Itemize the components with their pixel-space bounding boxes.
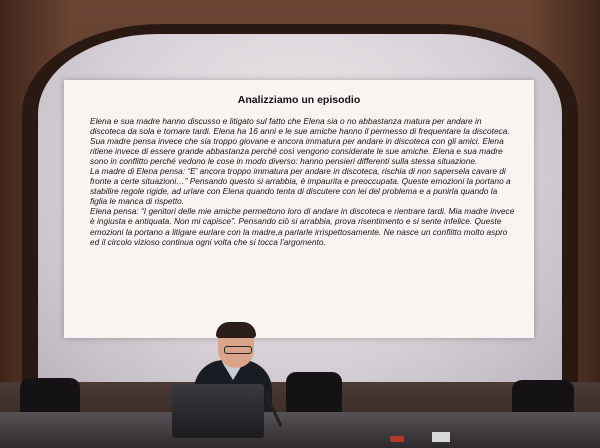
speaker-hair — [216, 322, 256, 338]
projected-slide — [64, 80, 534, 338]
indicator-light — [390, 436, 404, 442]
slide-paragraph: La madre di Elena pensa: “E' ancora troppo immatura per andare in discoteca, rischia di non sapersela cavare di fronte a certe situazioni…” Pensando questo si arrabbia, è impaurita e preoccupata. Queste emozioni la portano a stabilire regole rigide, ad urlare con Elena quando tenta di discutere con lei del problema e a punirla quando la figlia le manca di rispetto. — [90, 166, 511, 207]
slide-title: Analizziamo un episodio — [237, 94, 361, 106]
desk-sign — [432, 432, 450, 442]
slide-body — [90, 116, 516, 247]
glasses-icon — [224, 346, 252, 354]
desk — [0, 412, 600, 448]
laptop — [172, 384, 264, 438]
slide-paragraph: Elena e sua madre hanno discusso e litigato sul fatto che Elena sia o no abbastanza matura per andare in discoteca da sola e tornare tardi. Elena ha 16 anni e le sue amiche hanno il permesso di frequentare la discoteca. Sua madre pensa invece che sia troppo giovane e ancora immatura per andare in discoteca con gli amici. Elena ritiene invece di essere grande abbastanza perché così vengono considerate le sue amiche. Elena e sua madre sono in conflitto perché vedono le cose in modo diverso: hanno pensieri differenti sulla stessa situazione. — [90, 116, 510, 167]
slide-paragraph: Elena pensa: “I genitori delle mie amiche permettono loro di andare in discoteca e rientrare tardi. Mia madre invece è ingiusta e antiquata. Non mi capisce”. Pensando ciò si arrabbia, prova risentimento e si sente infelice. Queste emozioni la portano a litigare eurlare con la madre,a parlarle irrispettosamente. Ne nasce un conflitto molto aspro ed il circolo vizioso continua ogni volta che si tocca l'argomento. — [90, 206, 515, 247]
